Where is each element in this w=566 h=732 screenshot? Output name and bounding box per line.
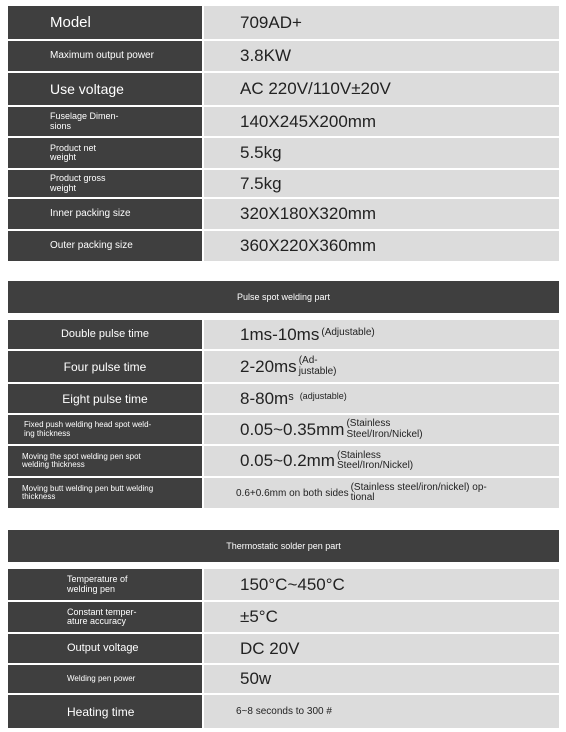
voltage-label: Use voltage [8,73,204,105]
outer-packing-value: 360X220X360mm [204,231,559,261]
model-value: 709AD+ [204,6,559,39]
butt-weld-value: 0.6+0.6mm on both sides [236,487,349,499]
heating-time-value: 6~8 seconds to 300 # [204,695,559,728]
solder-row-heating [8,695,559,728]
spec-row-net-weight [8,138,559,170]
accuracy-label: Constant temper- ature accuracy [8,602,204,632]
gross-weight-label: Product gross weight [8,170,204,197]
four-pulse-value: 2-20ms [240,356,297,376]
four-pulse-value-cell [204,351,559,382]
spec-table [8,6,559,261]
voltage-value: AC 220V/110V±20V [204,73,559,105]
eight-pulse-value-suffix: s [288,391,294,403]
moving-spot-note: (Stainless Steel/Iron/Nickel) [336,449,414,471]
pen-temp-label: Temperature of welding pen [8,569,204,600]
heating-time-label: Heating time [8,695,204,728]
eight-pulse-value-cell [204,384,559,413]
pulse-row-four [8,351,559,384]
eight-pulse-note: (adjustable) [299,391,347,401]
solder-row-accuracy [8,602,559,634]
eight-pulse-label: Eight pulse time [8,384,204,413]
solder-row-power [8,665,559,695]
net-weight-label: Product net weight [8,138,204,168]
dimensions-value: 140X245X200mm [204,107,559,136]
model-label: Model [8,6,204,39]
spec-row-power [8,41,559,73]
outer-packing-label: Outer packing size [8,231,204,261]
power-label: Maximum output power [8,41,204,71]
pulse-row-double [8,320,559,351]
moving-spot-value: 0.05~0.2mm [240,451,335,470]
butt-weld-label: Moving butt welding pen butt welding thickness [8,478,204,508]
output-voltage-label: Output voltage [8,634,204,663]
solder-row-voltage [8,634,559,665]
pen-power-label: Welding pen power [8,665,204,693]
butt-weld-note: (Stainless steel/iron/nickel) op- tional [350,481,487,503]
solder-row-temp [8,569,559,602]
solder-section-header: Thermostatic solder pen part [8,530,559,562]
eight-pulse-value: 8-80m [240,388,289,408]
pulse-row-eight [8,384,559,415]
fixed-push-label: Fixed push welding head spot weld- ing thickness [8,415,204,444]
pen-temp-value: 150°C~450°C [204,569,559,600]
spec-row-model [8,6,559,41]
dimensions-label: Fuselage Dimen- sions [8,107,204,136]
inner-packing-value: 320X180X320mm [204,199,559,229]
double-pulse-value: 1ms-10ms [240,324,320,344]
pulse-row-fixed [8,415,559,446]
power-value: 3.8KW [204,41,559,71]
spec-row-inner-packing [8,199,559,231]
spec-row-gross-weight [8,170,559,199]
spec-row-voltage [8,73,559,107]
fixed-push-value-cell [204,415,559,444]
pulse-table [8,320,559,508]
double-pulse-label: Double pulse time [8,320,204,349]
moving-spot-value-cell [204,446,559,476]
output-voltage-value: DC 20V [204,634,559,663]
net-weight-value: 5.5kg [204,138,559,168]
pulse-row-moving [8,446,559,478]
four-pulse-label: Four pulse time [8,351,204,382]
double-pulse-note: (Adjustable) [321,327,375,338]
fixed-push-value: 0.05~0.35mm [240,419,345,439]
spec-row-outer-packing [8,231,559,261]
inner-packing-label: Inner packing size [8,199,204,229]
butt-weld-value-cell [204,478,559,508]
solder-table [8,569,559,728]
pen-power-value: 50w [204,665,559,693]
four-pulse-note: (Ad- justable) [298,355,337,377]
double-pulse-value-cell [204,320,559,349]
pulse-section-header: Pulse spot welding part [8,281,559,313]
fixed-push-note: (Stainless Steel/Iron/Nickel) [346,418,423,440]
moving-spot-label: Moving the spot welding pen spot welding thickness [8,446,204,476]
gross-weight-value: 7.5kg [204,170,559,197]
accuracy-value: ±5°C [204,602,559,632]
pulse-row-butt [8,478,559,508]
spec-row-dimensions [8,107,559,138]
